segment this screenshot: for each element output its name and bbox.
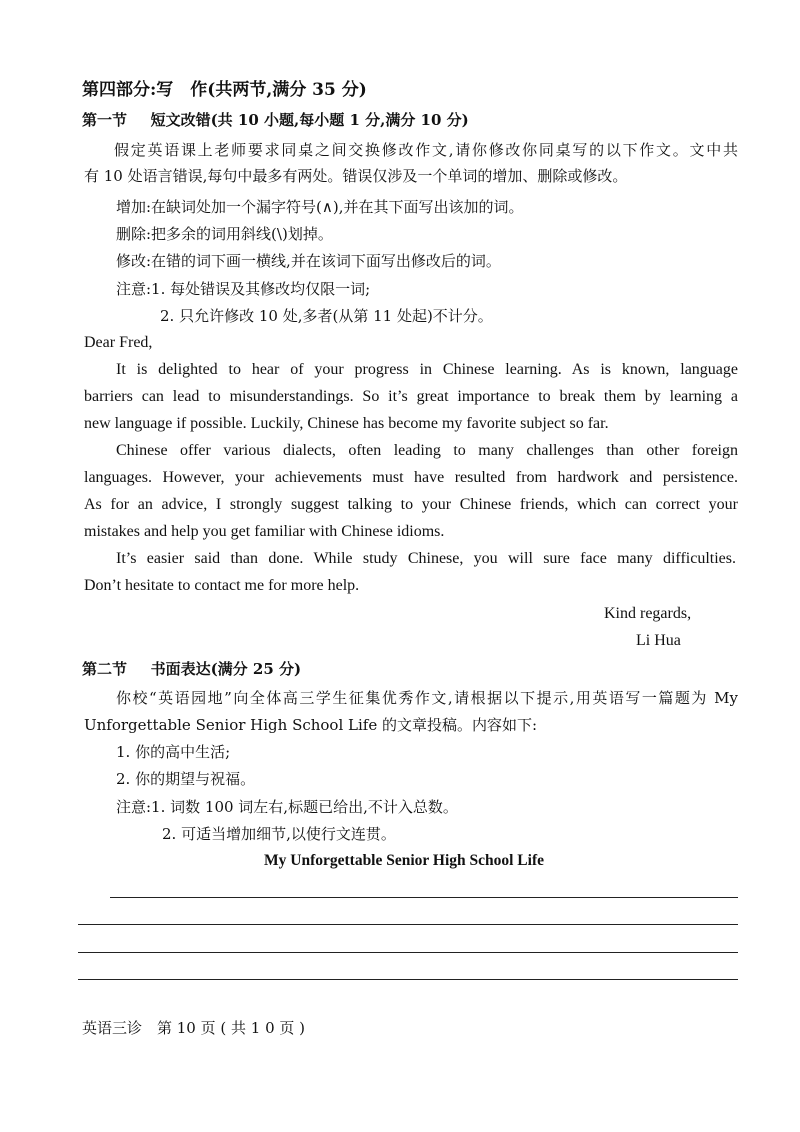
section1-intro-line1: 假定英语课上老师要求同桌之间交换修改作文,请你修改你同桌写的以下作文。文中共 — [114, 141, 738, 159]
answer-line — [78, 952, 738, 953]
section2-title-desc: 书面表达(满分 25 分) — [150, 660, 302, 678]
answer-line — [110, 897, 738, 898]
section2-note1: 注意:1. 词数 100 词左右,标题已给出,不计入总数。 — [116, 798, 458, 816]
section2-intro-line2: Unforgettable Senior High School Life 的文章投稿。内容如下: — [84, 716, 538, 734]
answer-line — [78, 979, 738, 980]
letter-p1-line1: It is delighted to hear of your progress in Chinese learning. As is known, language — [116, 361, 738, 378]
add-rule: 增加:在缺词处加一个漏字符号(∧),并在其下面写出该加的词。 — [116, 198, 524, 216]
section1-intro-line2: 有 10 处语言错误,每句中最多有两处。错误仅涉及一个单词的增加、删除或修改。 — [84, 167, 628, 185]
section2-item2: 2. 你的期望与祝福。 — [116, 770, 256, 788]
section2-intro-line1: 你校“英语园地”向全体高三学生征集优秀作文,请根据以下提示,用英语写一篇题为 My — [116, 689, 738, 707]
section2-note2: 2. 可适当增加细节,以使行文连贯。 — [162, 825, 396, 843]
page-footer: 英语三诊 第 10 页 ( 共 1 0 页 ) — [82, 1019, 306, 1037]
essay-title: My Unforgettable Senior High School Life — [264, 852, 544, 869]
letter-closing: Kind regards, — [604, 605, 692, 622]
section2-title: 第二节 — [82, 660, 128, 678]
letter-p1-line3: new language if possible. Luckily, Chinese has become my favorite subject so far. — [84, 415, 609, 432]
delete-rule: 删除:把多余的词用斜线(\)划掉。 — [116, 225, 333, 243]
section1-heading — [82, 110, 469, 130]
letter-p2-line1: Chinese offer various dialects, often leading to many challenges than other foreign — [116, 442, 738, 459]
section2-heading — [82, 659, 301, 679]
part-header: 第四部分:写 作(共两节,满分 35 分) — [82, 80, 367, 100]
letter-signature: Li Hua — [636, 632, 681, 649]
modify-rule: 修改:在错的词下画一横线,并在该词下面写出修改后的词。 — [116, 252, 501, 270]
letter-p2-line4: mistakes and help you get familiar with Chinese idioms. — [84, 523, 445, 540]
section1-title-desc: 短文改错(共 10 小题,每小题 1 分,满分 10 分) — [150, 111, 469, 129]
section1-note2: 2. 只允许修改 10 处,多者(从第 11 处起)不计分。 — [160, 307, 493, 325]
answer-line — [78, 924, 738, 925]
section1-title: 第一节 — [82, 111, 128, 129]
letter-p1-line2: barriers can lead to misunderstandings. So it’s great importance to break them by learning a — [84, 388, 738, 405]
letter-p3-line2: Don’t hesitate to contact me for more help. — [84, 577, 360, 594]
letter-p3-line1: It’s easier said than done. While study Chinese, you will sure face many difficulties. — [116, 550, 736, 567]
letter-p2-line2: languages. However, your achievements must have resulted from hardwork and persistence. — [84, 469, 738, 486]
letter-p2-line3: As for an advice, I strongly suggest talking to your Chinese friends, which can correct your — [84, 496, 738, 513]
letter-greeting: Dear Fred, — [84, 334, 153, 351]
section1-note1: 注意:1. 每处错误及其修改均仅限一词; — [116, 280, 371, 298]
section2-item1: 1. 你的高中生活; — [116, 743, 231, 761]
